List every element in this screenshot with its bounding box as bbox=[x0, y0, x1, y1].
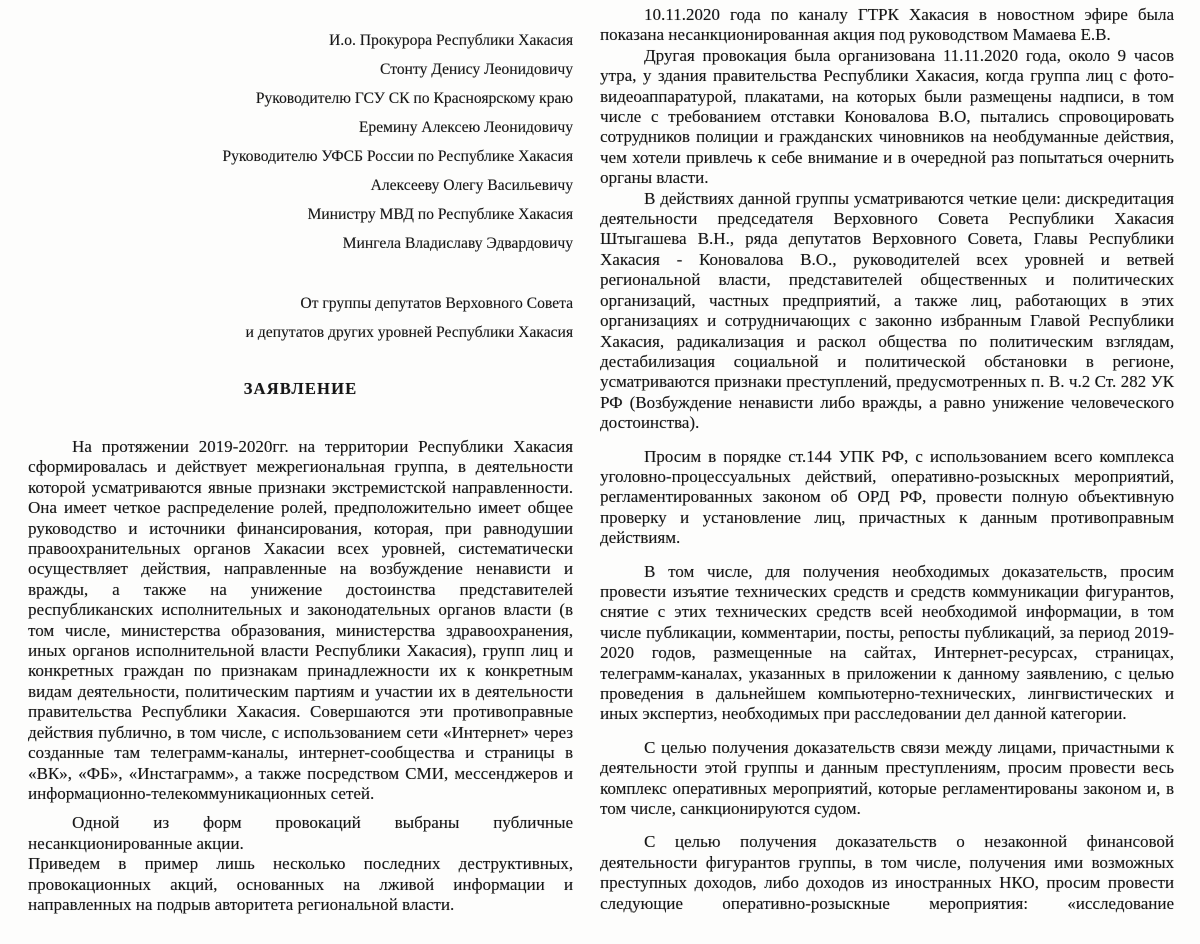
paragraph: Одной из форм провокаций выбраны публичные несанкционированные акции. bbox=[28, 813, 573, 853]
paragraph: Приведем в пример лишь несколько последних деструктивных, провокационных акций, основанных на лживой информации и направленных на подрыв авторитета региональной власти. bbox=[28, 854, 573, 914]
paragraph: Другая провокация была организована 11.11.2020 года, около 9 часов утра, у здания правительства Республики Хакасия, когда группа лиц с фото-видеоаппаратурой, плакатами, на которых были размещены надписи, в том числе с требованием отставки Коновалова В.О, пытались спровоцировать сотрудников полиции и гражданских чиновников на необдуманные действия, чем хотели привлечь к себе внимание и в очередной раз попытаться очернить органы власти. bbox=[600, 45, 1174, 188]
left-column bbox=[28, 0, 573, 915]
addressee-line: Алексееву Олегу Васильевичу bbox=[370, 177, 573, 194]
paragraph: 10.11.2020 года по каналу ГТРК Хакасия в новостном эфире была показана несанкционированная акция под руководством Мамаева Е.В. bbox=[600, 5, 1174, 45]
addressee-line: Руководителю ГСУ СК по Красноярскому краю bbox=[255, 90, 573, 107]
addressee-block bbox=[28, 26, 573, 258]
addressee-line: Министру МВД по Республике Хакасия bbox=[307, 206, 573, 223]
addressee-line: Еремину Алексею Леонидовичу bbox=[358, 119, 573, 136]
addressee-line: Мингела Владиславу Эдвардовичу bbox=[342, 235, 573, 252]
sender-line: и депутатов других уровней Республики Хакасия bbox=[245, 324, 573, 341]
paragraph: На протяжении 2019-2020гг. на территории Республики Хакасия сформировалась и действует межрегиональная группа, в деятельности которой усматриваются явные признаки экстремистской направленности. Она имеет четкое распределение ролей, предположительно имеет общее руководство и источники финансирования, которая, при равнодушии правоохранительных органов Хакасии всех уровней, систематически осуществляет действия, направленные на возбуждение ненависти и вражды, а также на унижение достоинства представителей республиканских исполнительных и законодательных органов власти (в том числе, министерства образования, министерства здравоохранения, иных органов исполнительной власти Республики Хакасия), групп лиц и конкретных граждан по признакам принадлежности их к конкретным видам деятельности, политическим партиям и участии их в деятельности правительства Республики Хакасия. Совершаются эти противоправные действия публично, в том числе, с использованием сети «Интернет» через созданные там телеграмм-каналы, интернет-сообщества и страницы в «ВК», «ФБ», «Инстаграмм», а также посредством СМИ, мессенджеров и информационно-телекоммуникационных сетей. bbox=[28, 437, 573, 803]
paragraph: В действиях данной группы усматриваются четкие цели: дискредитация деятельности председателя Верховного Совета Республики Хакасия Штыгашева В.Н., ряда депутатов Верховного Совета, Главы Республики Хакасия - Коновалова В.О., руководителей всех уровней и ветвей региональной власти, представителей общественных и политических организаций, частных предприятий, а также лиц, работающих в этих организациях и сотрудничающих с законно избранным Главой Республики Хакасия, радикализация и раскол общества по политическим взглядам, дестабилизация социальной и политической обстановки в регионе, усматриваются признаки преступлений, предусмотренных п. В. ч.2 Ст. 282 УК РФ (Возбуждение ненависти либо вражды, а равно унижение человеческого достоинства). bbox=[600, 188, 1174, 433]
addressee-line: Руководителю УФСБ России по Республике Хакасия bbox=[222, 148, 573, 165]
document-title: ЗАЯВЛЕНИЕ bbox=[243, 379, 358, 398]
paragraph: С целью получения доказательств связи между лицами, причастными к деятельности этой группы и данным преступлениям, просим провести весь комплекс оперативных мероприятий, которые регламентированы законом и, в том числе, санкционируются судом. bbox=[600, 737, 1174, 819]
sender-block bbox=[28, 289, 573, 347]
paragraph: С целью получения доказательств о незаконной финансовой деятельности фигурантов группы, в том числе, получения ими возможных преступных доходов, либо доходов из иностранных НКО, просим провести следующие оперативно-розыскные мероприятия: «исследование bbox=[600, 832, 1174, 913]
sender-line: От группы депутатов Верховного Совета bbox=[300, 295, 573, 312]
right-column bbox=[600, 0, 1174, 914]
addressee-line: И.о. Прокурора Республики Хакасия bbox=[329, 32, 573, 49]
addressee-line: Стонту Денису Леонидовичу bbox=[379, 61, 573, 78]
paragraph: Просим в порядке ст.144 УПК РФ, с использованием всего комплекса уголовно-процессуальных действий, оперативно-розыскных мероприятий, регламентированных законом об ОРД РФ, провести полную объективную проверку и установление лиц, причастных к данным противоправным действиям. bbox=[600, 446, 1174, 548]
paragraph: В том числе, для получения необходимых доказательств, просим провести изъятие технических средств и средств коммуникации фигурантов, снятие с этих технических средств всей необходимой информации, в том числе публикации, комментарии, посты, репосты публикаций, за период 2019-2020 годов, размещенные на сайтах, Интернет-ресурсах, страницах, телеграмм-каналах, указанных в приложении к данному заявлению, с целью проведения в дальнейшем компьютерно-технических, лингвистических и иных экспертиз, необходимых при расследовании дел данной категории. bbox=[600, 561, 1174, 724]
